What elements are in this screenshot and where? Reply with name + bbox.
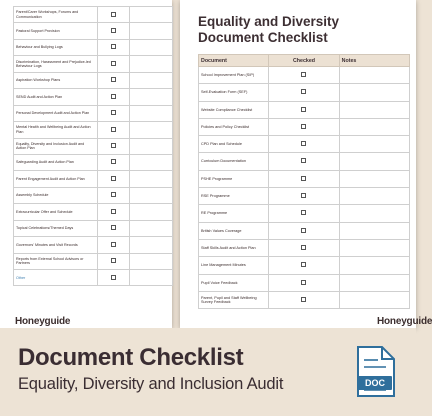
checked-cell <box>269 101 339 118</box>
notes-cell[interactable] <box>339 291 409 308</box>
checked-cell <box>269 170 339 187</box>
checkbox-icon[interactable] <box>301 280 306 285</box>
banner-subtitle: Equality, Diversity and Inclusion Audit <box>18 375 284 393</box>
notes-cell[interactable] <box>339 239 409 256</box>
table-row <box>199 239 410 256</box>
checkbox-icon[interactable] <box>301 141 306 146</box>
checked-cell <box>269 84 339 101</box>
notes-cell[interactable] <box>130 7 173 23</box>
table-row <box>199 67 410 84</box>
document-name: RE Programme <box>199 205 269 222</box>
checked-cell <box>98 39 130 55</box>
document-name: Staff Skills Audit and Action Plan <box>199 239 269 256</box>
document-name: British Values Coverage <box>199 222 269 239</box>
notes-cell[interactable] <box>339 188 409 205</box>
document-name: Policies and Policy Checklist <box>199 118 269 135</box>
notes-cell[interactable] <box>130 138 173 154</box>
table-row <box>14 253 173 269</box>
document-name: School Improvement Plan (SIP) <box>199 67 269 84</box>
checked-cell <box>269 291 339 308</box>
checkbox-icon[interactable] <box>111 275 116 280</box>
table-row <box>14 220 173 236</box>
table-row <box>199 257 410 274</box>
checkbox-icon[interactable] <box>301 158 306 163</box>
notes-cell[interactable] <box>339 118 409 135</box>
notes-cell[interactable] <box>130 253 173 269</box>
document-file-icon <box>354 346 398 398</box>
notes-cell[interactable] <box>339 205 409 222</box>
checked-cell <box>98 89 130 105</box>
checked-cell <box>98 72 130 88</box>
checked-cell <box>98 220 130 236</box>
table-row <box>199 101 410 118</box>
notes-cell[interactable] <box>339 222 409 239</box>
checkbox-icon[interactable] <box>111 159 116 164</box>
checked-cell <box>98 187 130 203</box>
table-row <box>199 205 410 222</box>
table-row <box>199 84 410 101</box>
checkbox-icon[interactable] <box>301 245 306 250</box>
checkbox-icon[interactable] <box>301 107 306 112</box>
table-row <box>199 188 410 205</box>
notes-cell[interactable] <box>130 204 173 220</box>
notes-cell[interactable] <box>339 153 409 170</box>
document-name: PSHE Programme <box>199 170 269 187</box>
checked-cell <box>98 154 130 170</box>
notes-cell[interactable] <box>339 257 409 274</box>
notes-cell[interactable] <box>339 67 409 84</box>
right-document-page <box>180 0 432 328</box>
document-name: Parent Engagement Audit and Action Plan <box>14 171 98 187</box>
header-checked: Checked <box>269 55 339 67</box>
checked-cell <box>98 23 130 39</box>
checked-cell <box>98 253 130 269</box>
checkbox-icon[interactable] <box>111 77 116 82</box>
table-row <box>14 204 173 220</box>
header-notes: Notes <box>339 55 409 67</box>
checkbox-icon[interactable] <box>111 12 116 17</box>
checked-cell <box>98 138 130 154</box>
notes-cell[interactable] <box>130 105 173 121</box>
checkbox-icon[interactable] <box>111 258 116 263</box>
notes-cell[interactable] <box>130 39 173 55</box>
checkbox-icon[interactable] <box>301 72 306 77</box>
checked-cell <box>98 122 130 138</box>
table-row <box>199 136 410 153</box>
table-row <box>14 122 173 138</box>
checked-cell <box>98 204 130 220</box>
checked-cell <box>269 239 339 256</box>
page-title: Equality and Diversity Document Checklist <box>198 14 340 45</box>
checked-cell <box>98 270 130 286</box>
table-row <box>14 237 173 253</box>
table-row <box>14 138 173 154</box>
document-name: RSE Programme <box>199 188 269 205</box>
checkbox-icon[interactable] <box>111 61 116 66</box>
table-row <box>14 89 173 105</box>
checkbox-icon[interactable] <box>301 176 306 181</box>
document-name: Pupil Voice Feedback <box>199 274 269 291</box>
notes-cell[interactable] <box>339 136 409 153</box>
document-name: Line Management Minutes <box>199 257 269 274</box>
document-name: Aspiration Workshop Plans <box>14 72 98 88</box>
table-row <box>199 170 410 187</box>
table-header-row <box>199 55 410 67</box>
checked-cell <box>269 118 339 135</box>
table-row <box>14 39 173 55</box>
notes-cell[interactable] <box>130 122 173 138</box>
checked-cell <box>98 237 130 253</box>
checked-cell <box>269 222 339 239</box>
document-name: Reports from External School Advisors or Partners <box>14 253 98 269</box>
document-name: Curriculum Documentation <box>199 153 269 170</box>
left-checklist-table <box>13 6 173 286</box>
checkbox-icon[interactable] <box>111 225 116 230</box>
notes-cell[interactable] <box>130 270 173 286</box>
notes-cell[interactable] <box>130 72 173 88</box>
notes-cell[interactable] <box>339 101 409 118</box>
document-name: Parent, Pupil and Staff Wellbeing Survey Feedback <box>199 291 269 308</box>
document-name: Website Compliance Checklist <box>199 101 269 118</box>
notes-cell[interactable] <box>130 237 173 253</box>
document-name: Topical Celebrations/Themed Days <box>14 220 98 236</box>
document-name: Equality, Diversity and Inclusion Audit and Action Plan <box>14 138 98 154</box>
notes-cell[interactable] <box>130 89 173 105</box>
document-name: Extracurricular Offer and Schedule <box>14 204 98 220</box>
checked-cell <box>269 188 339 205</box>
table-row <box>14 105 173 121</box>
checkbox-icon[interactable] <box>111 28 116 33</box>
checkbox-icon[interactable] <box>111 176 116 181</box>
notes-cell[interactable] <box>339 84 409 101</box>
document-name: Assembly Schedule <box>14 187 98 203</box>
document-name: Safeguarding Audit and Action Plan <box>14 154 98 170</box>
checkbox-icon[interactable] <box>111 94 116 99</box>
checkbox-icon[interactable] <box>111 209 116 214</box>
table-row <box>199 222 410 239</box>
notes-cell[interactable] <box>130 171 173 187</box>
left-document-page <box>0 0 172 328</box>
notes-cell[interactable] <box>130 56 173 72</box>
table-row <box>14 171 173 187</box>
checkbox-icon[interactable] <box>111 192 116 197</box>
checked-cell <box>269 153 339 170</box>
checked-cell <box>269 205 339 222</box>
table-row <box>199 291 410 308</box>
header-document: Document <box>199 55 269 67</box>
notes-cell[interactable] <box>130 154 173 170</box>
document-name: SEND Audit and Action Plan <box>14 89 98 105</box>
checkbox-icon[interactable] <box>301 124 306 129</box>
table-row <box>14 154 173 170</box>
table-row <box>14 72 173 88</box>
checked-cell <box>269 67 339 84</box>
checkbox-icon[interactable] <box>111 44 116 49</box>
checkbox-icon[interactable] <box>301 193 306 198</box>
checkbox-icon[interactable] <box>111 110 116 115</box>
checked-cell <box>98 105 130 121</box>
notes-cell[interactable] <box>130 187 173 203</box>
document-name: CPD Plan and Schedule <box>199 136 269 153</box>
table-row <box>199 118 410 135</box>
brand-logo: Honeyguide <box>15 316 71 327</box>
table-row <box>14 270 173 286</box>
notes-cell[interactable] <box>130 23 173 39</box>
document-name: Discrimination, Harassment and Prejudice-led Behaviour Logs <box>14 56 98 72</box>
checkbox-icon[interactable] <box>111 242 116 247</box>
banner-title: Document Checklist <box>18 344 244 371</box>
checkbox-icon[interactable] <box>111 127 116 132</box>
right-checklist-table <box>198 54 410 309</box>
document-name: Parent/Carer Workshops, Forums and Communication <box>14 7 98 23</box>
document-name: Other <box>14 270 98 286</box>
notes-cell[interactable] <box>130 220 173 236</box>
checked-cell <box>98 56 130 72</box>
checkbox-icon[interactable] <box>301 297 306 302</box>
document-name: Self-Evaluation Form (SEF) <box>199 84 269 101</box>
table-row <box>14 23 173 39</box>
document-name: Governors' Minutes and Visit Records <box>14 237 98 253</box>
table-row <box>14 187 173 203</box>
document-name: Pastoral Support Provision <box>14 23 98 39</box>
checked-cell <box>269 257 339 274</box>
checkbox-icon[interactable] <box>301 262 306 267</box>
doc-format-label: DOC <box>358 376 392 390</box>
table-row <box>14 56 173 72</box>
checkbox-icon[interactable] <box>301 89 306 94</box>
notes-cell[interactable] <box>339 274 409 291</box>
document-name: Mental Health and Wellbeing Audit and Action Plan <box>14 122 98 138</box>
brand-logo: Honeyguide <box>377 316 432 327</box>
notes-cell[interactable] <box>339 170 409 187</box>
checked-cell <box>269 274 339 291</box>
table-row <box>199 274 410 291</box>
checkbox-icon[interactable] <box>301 228 306 233</box>
table-row <box>199 153 410 170</box>
checked-cell <box>98 7 130 23</box>
checkbox-icon[interactable] <box>111 143 116 148</box>
checked-cell <box>269 136 339 153</box>
checkbox-icon[interactable] <box>301 210 306 215</box>
checked-cell <box>98 171 130 187</box>
table-row <box>14 7 173 23</box>
document-name: Personal Development Audit and Action Plan <box>14 105 98 121</box>
document-name: Behaviour and Bullying Logs <box>14 39 98 55</box>
